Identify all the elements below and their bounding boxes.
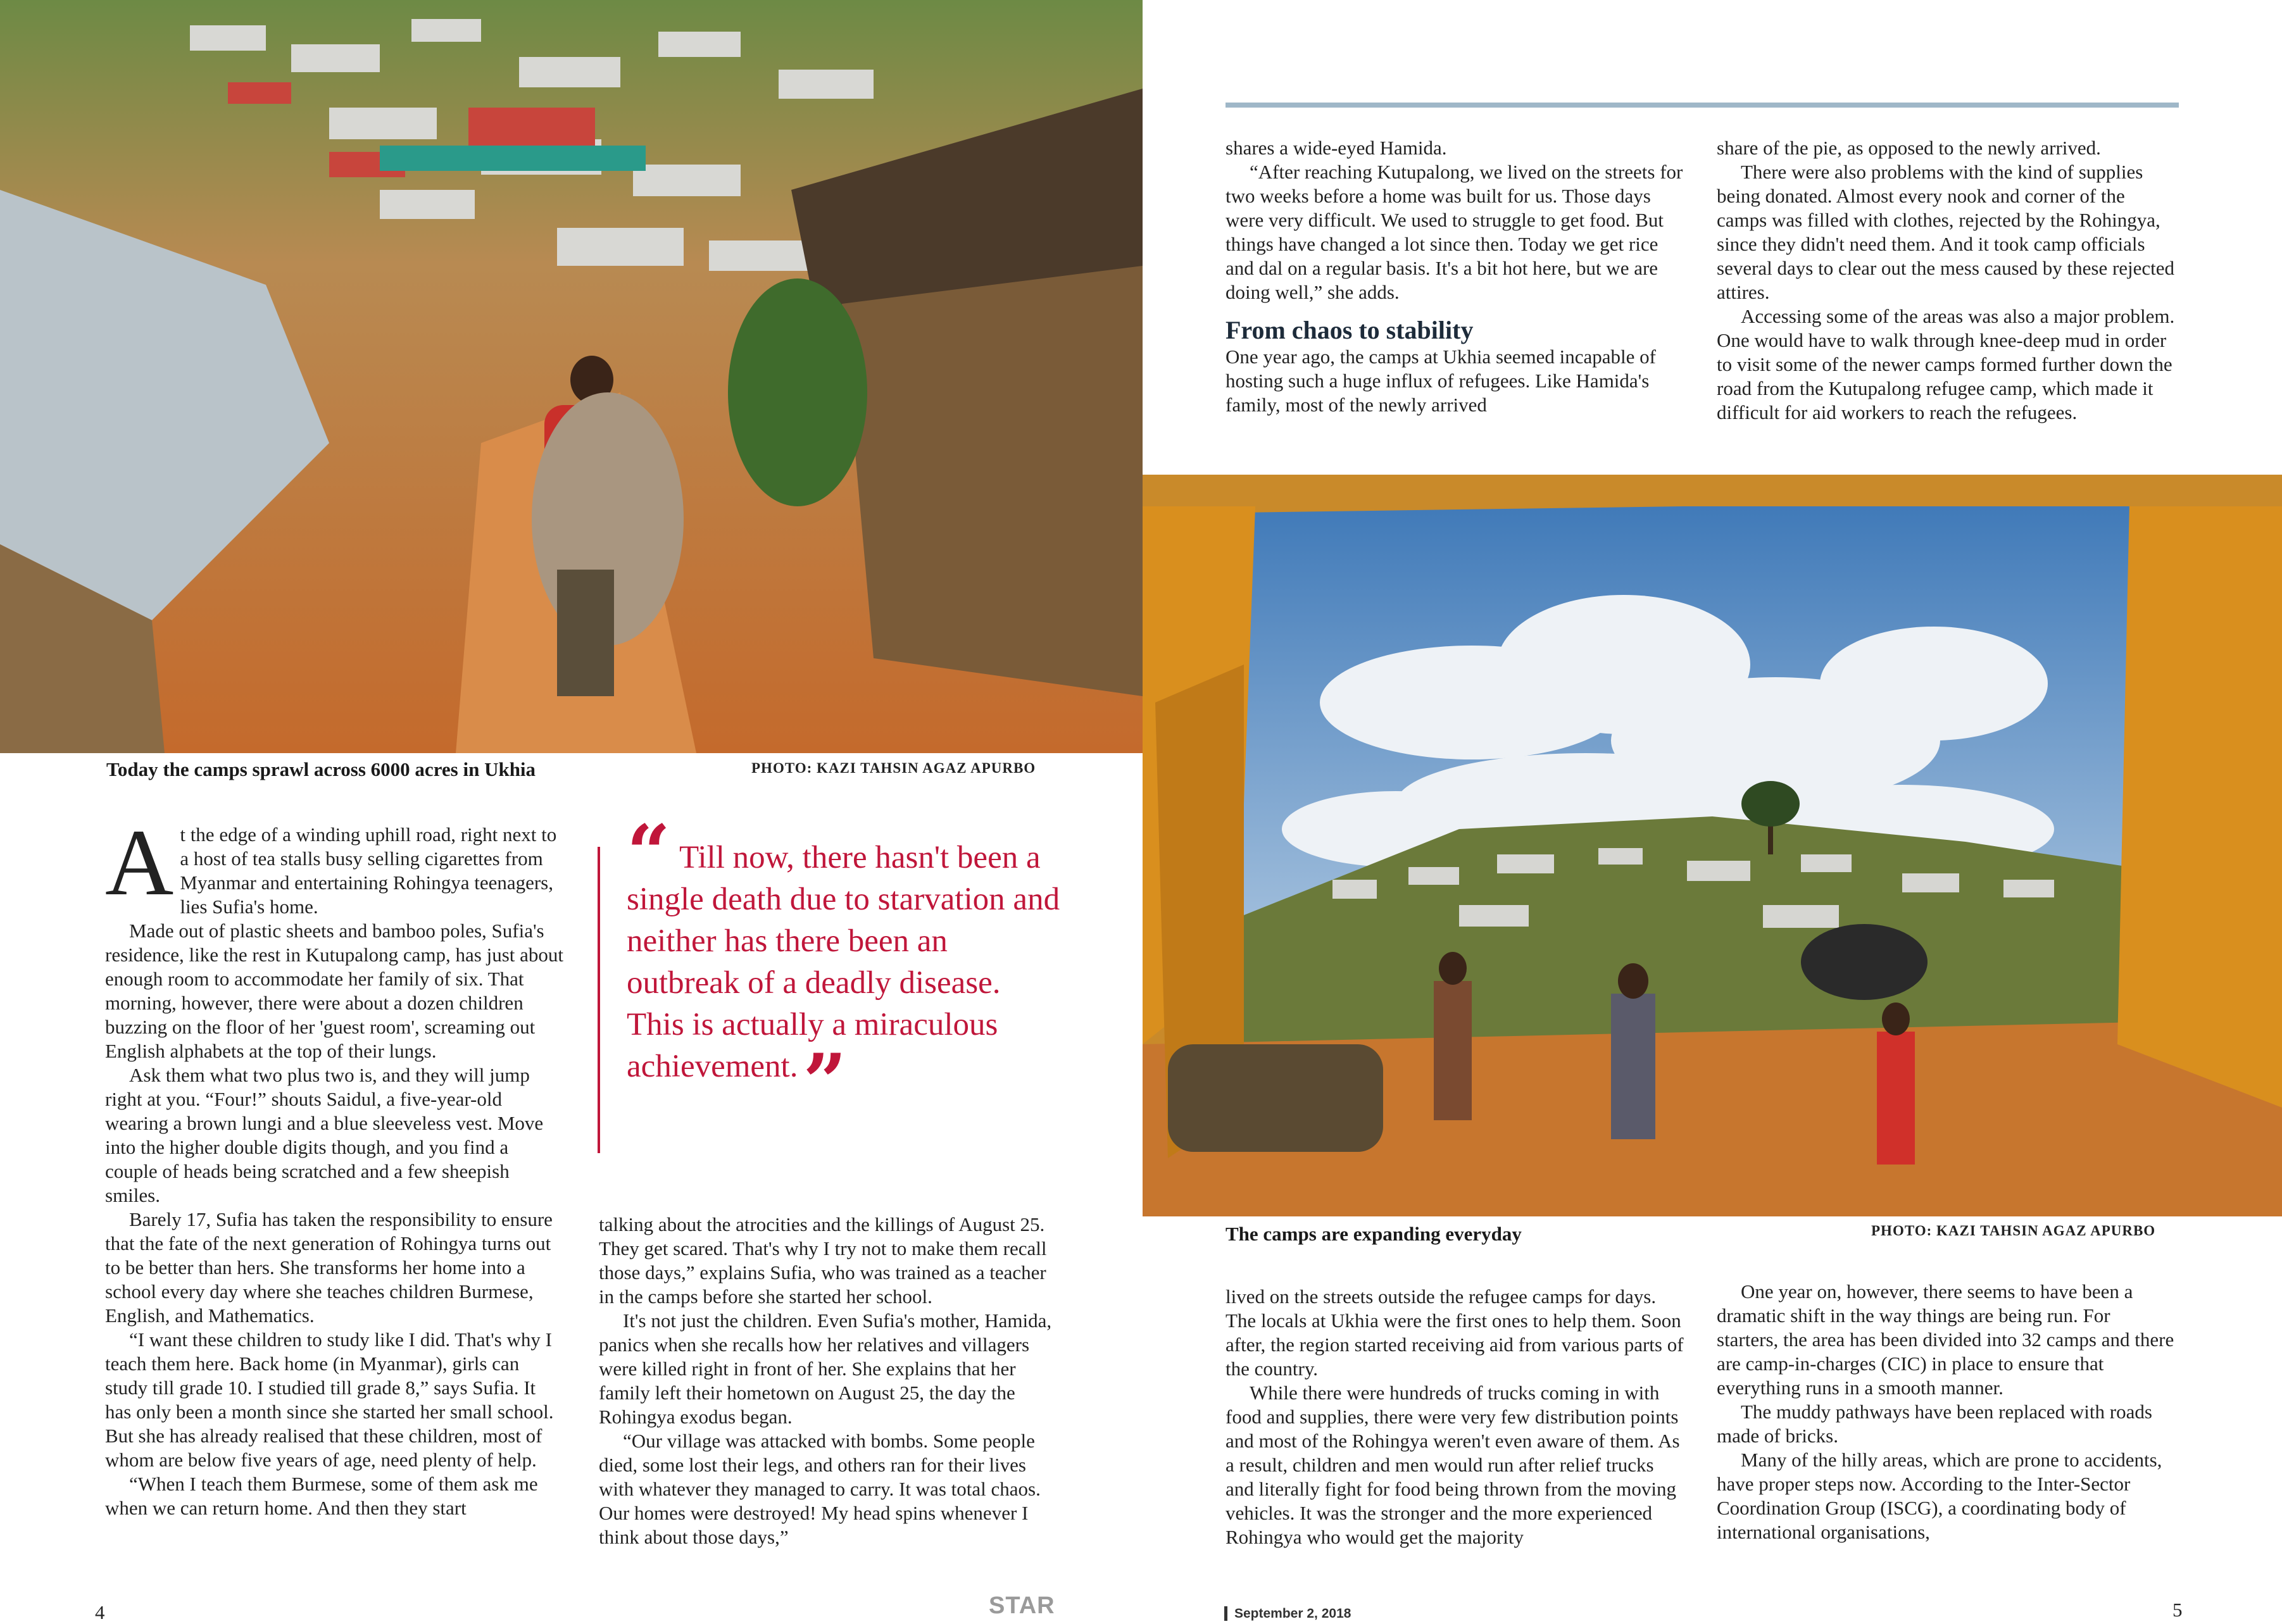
paragraph: lived on the streets outside the refugee camps for days. The locals at Ukhia were the first ones to help them. Soon after, the region started receiving aid from various parts of the country. xyxy=(1226,1285,1684,1380)
paragraph: One year ago, the camps at Ukhia seemed incapable of hosting such a huge influx of refugees. Like Hamida's family, most of the newly arrived xyxy=(1226,346,1656,416)
close-quote-icon: ” xyxy=(803,1037,847,1127)
photo-credit-left: PHOTO: KAZI TAHSIN AGAZ APURBO xyxy=(751,760,1036,776)
paragraph: “Our village was attacked with bombs. Some people died, some lost their legs, and others ran for their lives with whatever they managed to carry. It was total chaos. Our homes were destroyed! My head spins whenever I think about those days,” xyxy=(599,1430,1041,1548)
left-column-1 xyxy=(105,810,564,1520)
paragraph: talking about the atrocities and the killings of August 25. They get scared. That's why I try not to make them recall those days,” explains Sufia, who was trained as a teacher in the camps before she started her school. xyxy=(599,1213,1047,1308)
paragraph: Ask them what two plus two is, and they will jump right at you. “Four!” shouts Saidul, a five-year-old wearing a brown lungi and a blue sleeveless vest. Move into the higher double digits though, and you find a couple of heads being scratched and a few sheepish smiles. xyxy=(105,1064,544,1206)
open-quote-icon: “ xyxy=(627,808,671,897)
paragraph: “When I teach them Burmese, some of them ask me when we can return home. And then they start xyxy=(105,1473,538,1519)
photo-caption-right: The camps are expanding everyday xyxy=(1226,1223,1522,1245)
section-subhead: From chaos to stability xyxy=(1226,316,1474,344)
magazine-logo: STAR xyxy=(989,1592,1055,1619)
top-rule xyxy=(1226,103,2179,108)
paragraph: Accessing some of the areas was also a major problem. One would have to walk through knee-deep mud in order to visit some of the newer camps formed further down the road from the Kutupalong refugee camp, which made it difficult for aid workers to reach the refugees. xyxy=(1717,305,2175,423)
paragraph: share of the pie, as opposed to the newly arrived. xyxy=(1717,137,2101,159)
photo-caption-left: Today the camps sprawl across 6000 acres in Ukhia xyxy=(106,758,536,780)
paragraph: Many of the hilly areas, which are prone to accidents, have proper steps now. According to the Inter-Sector Coordination Group (ISCG), a coordinating body of international organisations, xyxy=(1717,1449,2162,1543)
right-bottom-column-1 xyxy=(1226,1285,1686,1549)
paragraph: The muddy pathways have been replaced with roads made of bricks. xyxy=(1717,1401,2152,1447)
page-number-right: 5 xyxy=(2172,1599,2183,1621)
left-column-2 xyxy=(599,1213,1061,1549)
issue-date: September 2, 2018 xyxy=(1234,1606,1351,1621)
paragraph: Barely 17, Sufia has taken the responsibility to ensure that the fate of the next generation of Rohingya turns out to be better than hers. She transforms her home into a school every day where she teaches children Burmese, English, and Mathematics. xyxy=(105,1208,553,1327)
paragraph: There were also problems with the kind of supplies being donated. Almost every nook and corner of the camps was filled with clothes, rejected by the Rohingya, since they didn't need them. And it took camp officials several days to clear out the mess caused by these rejected attires. xyxy=(1717,161,2175,303)
pull-quote-text: Till now, there hasn't been a single death due to starvation and neither has there been an outbreak of a deadly disease. This is actually a miraculous achievement. xyxy=(627,840,1060,1084)
drop-cap: A xyxy=(105,810,174,915)
pull-quote xyxy=(627,808,1063,1127)
pull-quote-rule xyxy=(598,847,600,1153)
photo-credit-right: PHOTO: KAZI TAHSIN AGAZ APURBO xyxy=(1871,1223,2156,1239)
camp-expansion-photo xyxy=(1143,475,2282,1216)
right-top-column-2 xyxy=(1717,136,2176,425)
page-number-left: 4 xyxy=(95,1601,105,1623)
paragraph: Made out of plastic sheets and bamboo poles, Sufia's residence, like the rest in Kutupalong camp, has just about enough room to accommodate her family of six. That morning, however, there were about a dozen children buzzing on the floor of her 'guest room', screaming out English alphabets at the top of their lungs. xyxy=(105,920,564,1062)
paragraph: “I want these children to study like I did. That's why I teach them here. Back home (in Myanmar), girls can study till grade 10. I studied till grade 8,” says Sufia. It has only been a month since she started her small school. But she has already realised that these children, most of whom are below five years of age, need plenty of help. xyxy=(105,1328,554,1471)
paragraph: “After reaching Kutupalong, we lived on the streets for two weeks before a home was built for us. Those days were very difficult. We used to struggle to get food. But things have changed a lot since then. Today we get rice and dal on a regular basis. It's a bit hot here, but we are doing well,” she adds. xyxy=(1226,161,1683,303)
right-top-column-1 xyxy=(1226,136,1688,417)
paragraph: shares a wide-eyed Hamida. xyxy=(1226,137,1447,159)
paragraph: t the edge of a winding uphill road, right next to a host of tea stalls busy selling cigarettes from Myanmar and entertaining Rohingya teenagers, lies Sufia's home. xyxy=(180,823,557,918)
camp-hillside-photo xyxy=(0,0,1143,753)
paragraph: One year on, however, there seems to have been a dramatic shift in the way things are being run. For starters, the area has been divided into 32 camps and there are camp-in-charges (CIC) in place to ensure that everything runs in a smooth manner. xyxy=(1717,1280,2174,1399)
paragraph: It's not just the children. Even Sufia's mother, Hamida, panics when she recalls how her relatives and villagers were killed right in front of her. She explains that her family left their hometown on August 25, the day the Rohingya exodus began. xyxy=(599,1309,1052,1428)
footer-date-bar xyxy=(1224,1606,1227,1621)
paragraph: While there were hundreds of trucks coming in with food and supplies, there were very few distribution points and most of the Rohingya weren't even aware of them. As a result, children and men would run after relief trucks and literally fight for food being thrown from the moving vehicles. It was the stronger and the more experienced Rohingya who would get the majority xyxy=(1226,1382,1680,1548)
right-bottom-column-2 xyxy=(1717,1280,2176,1544)
